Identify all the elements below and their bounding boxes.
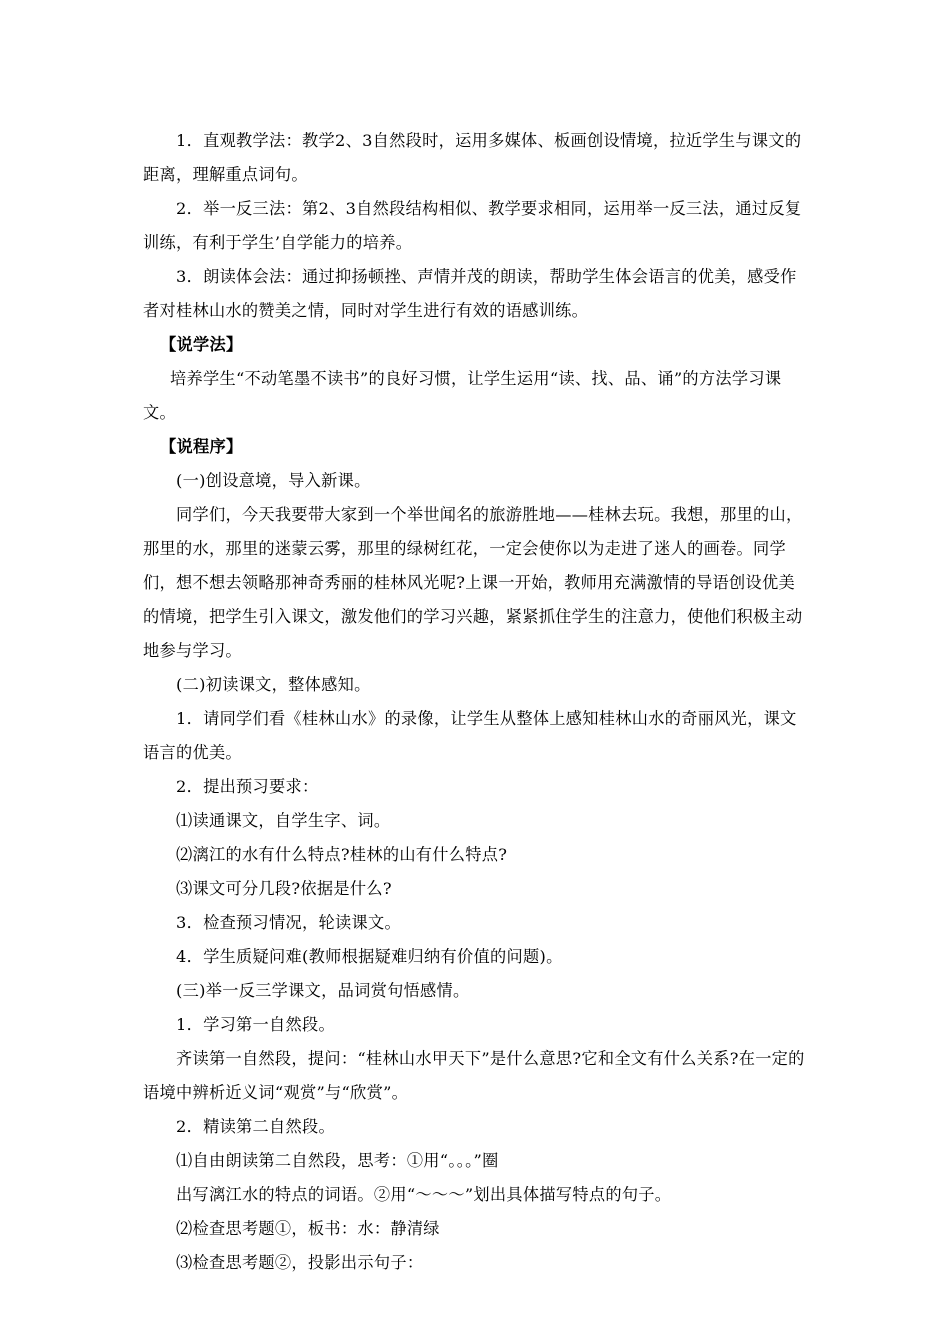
paragraph-step-1-title: (一)创设意境，导入新课。 <box>176 471 371 490</box>
section-heading-study-method: 【说学法】 <box>160 335 243 354</box>
paragraph-read-second: 2．精读第二自然段。 <box>176 1117 335 1136</box>
list-item: ⑵检查思考题①，板书：水：静清绿 <box>176 1219 440 1238</box>
paragraph-introduction: 同学们，今天我要带大家到一个举世闻名的旅游胜地——桂林去玩。我想，那里的山，那里的水，那里的迷蒙云雾，那里的绿树红花，一定会使你以为走进了迷人的画卷。同学们，想不想去领略那神奇秀丽的桂林风光呢?上课一开始，教师用充满激情的导语创设优美的情境，把学生引入课文，激发他们的学习兴趣，紧紧抓住学生的注意力，使他们积极主动地参与学习。 <box>143 505 803 660</box>
paragraph-learn-first: 1．学习第一自然段。 <box>176 1015 335 1034</box>
paragraph-method-3: 3．朗读体会法：通过抑扬顿挫、声情并茂的朗读，帮助学生体会语言的优美，感受作者对桂林山水的赞美之情，同时对学生进行有效的语感训练。 <box>143 267 797 320</box>
paragraph-method-1: 1．直观教学法：教学2、3自然段时，运用多媒体、板画创设情境，拉近学生与课文的距离，理解重点词句。 <box>143 131 802 184</box>
section-heading-procedure: 【说程序】 <box>160 437 243 456</box>
paragraph-video: 1．请同学们看《桂林山水》的录像，让学生从整体上感知桂林山水的奇丽风光，课文语言的优美。 <box>143 709 797 762</box>
document-body <box>143 124 811 1280</box>
paragraph-step-3-title: (三)举一反三学课文，品词赏句悟感情。 <box>176 981 470 1000</box>
paragraph-check-preview: 3．检查预习情况，轮读课文。 <box>176 913 401 932</box>
list-item: ⑶课文可分几段?依据是什么? <box>176 879 392 898</box>
list-item: ⑵漓江的水有什么特点?桂林的山有什么特点? <box>176 845 508 864</box>
list-item: ⑶检查思考题②，投影出示句子： <box>176 1253 424 1272</box>
paragraph-questions: 4．学生质疑问难(教师根据疑难归纳有价值的问题)。 <box>176 947 563 966</box>
paragraph-step-2-title: (二)初读课文，整体感知。 <box>176 675 371 694</box>
paragraph-method-2: 2．举一反三法：第2、3自然段结构相似、教学要求相同，运用举一反三法，通过反复训练，有利于学生’自学能力的培养。 <box>143 199 802 252</box>
list-item-continuation: 出写漓江水的特点的词语。②用“～～～”划出具体描写特点的句子。 <box>176 1185 672 1204</box>
list-item: ⑴读通课文，自学生字、词。 <box>176 811 391 830</box>
paragraph-study-method: 培养学生“不动笔墨不读书”的良好习惯，让学生运用“读、找、品、诵”的方法学习课文。 <box>143 369 782 422</box>
paragraph-read-first: 齐读第一自然段，提问：“桂林山水甲天下”是什么意思?它和全文有什么关系?在一定的语境中辨析近义词“观赏”与“欣赏”。 <box>143 1049 805 1102</box>
list-item: ⑴自由朗读第二自然段，思考：①用“。。。”圈 <box>176 1151 499 1170</box>
paragraph-preview-requirements: 2．提出预习要求： <box>176 777 319 796</box>
